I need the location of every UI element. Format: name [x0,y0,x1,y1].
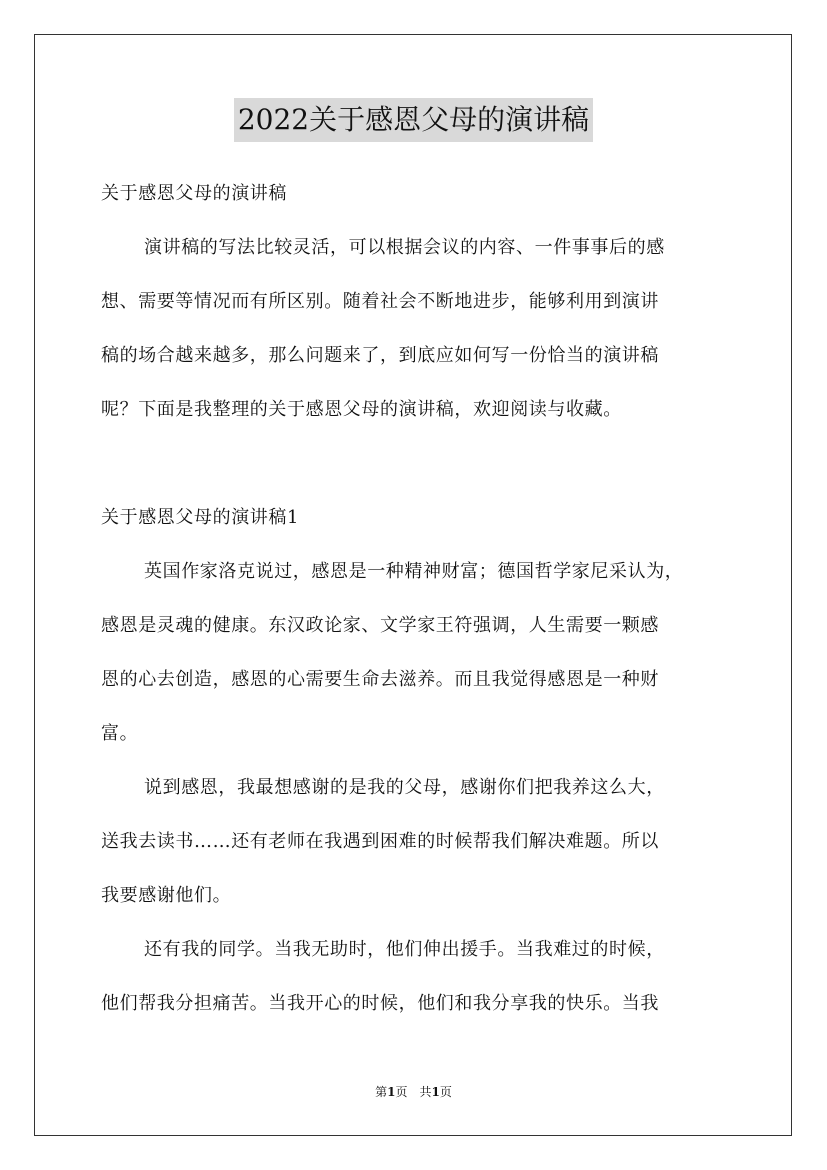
paragraph-line: 稿的场合越来越多，那么问题来了，到底应如何写一份恰当的演讲稿 [101,345,659,366]
paragraph-line: 富。 [101,723,139,744]
paragraph-line: 送我去读书……还有老师在我遇到困难的时候帮我们解决难题。所以 [101,831,659,852]
footer-page-prefix: 第 [375,1085,388,1099]
paragraph-line: 想、需要等情况而有所区别。随着社会不断地进步，能够利用到演讲 [101,291,659,312]
paragraph-line: 感恩是灵魂的健康。东汉政论家、文学家王符强调，人生需要一颗感 [101,615,659,636]
page-footer [0,1084,827,1100]
title-container [0,98,827,142]
paragraph-line: 英国作家洛克说过，感恩是一种精神财富；德国哲学家尼采认为， [144,561,684,582]
section-heading: 关于感恩父母的演讲稿 [101,183,287,204]
paragraph-line: 恩的心去创造，感恩的心需要生命去滋养。而且我觉得感恩是一种财 [101,669,659,690]
footer-page-current: 1 [387,1085,396,1099]
footer-page-total: 1 [431,1085,440,1099]
paragraph-line: 呢？下面是我整理的关于感恩父母的演讲稿，欢迎阅读与收藏。 [101,399,622,420]
paragraph-line: 还有我的同学。当我无助时，他们伸出援手。当我难过的时候， [144,939,665,960]
document-title: 2022关于感恩父母的演讲稿 [234,98,593,142]
paragraph-line: 演讲稿的写法比较灵活，可以根据会议的内容、一件事事后的感 [144,237,665,258]
footer-page-suffix: 页 [439,1085,452,1099]
paragraph-line: 说到感恩，我最想感谢的是我的父母，感谢你们把我养这么大， [144,777,665,798]
paragraph-line: 他们帮我分担痛苦。当我开心的时候，他们和我分享我的快乐。当我 [101,993,659,1014]
paragraph-line: 我要感谢他们。 [101,885,232,906]
section-heading: 关于感恩父母的演讲稿1 [101,507,300,528]
footer-page-mid: 页 共 [395,1085,432,1099]
